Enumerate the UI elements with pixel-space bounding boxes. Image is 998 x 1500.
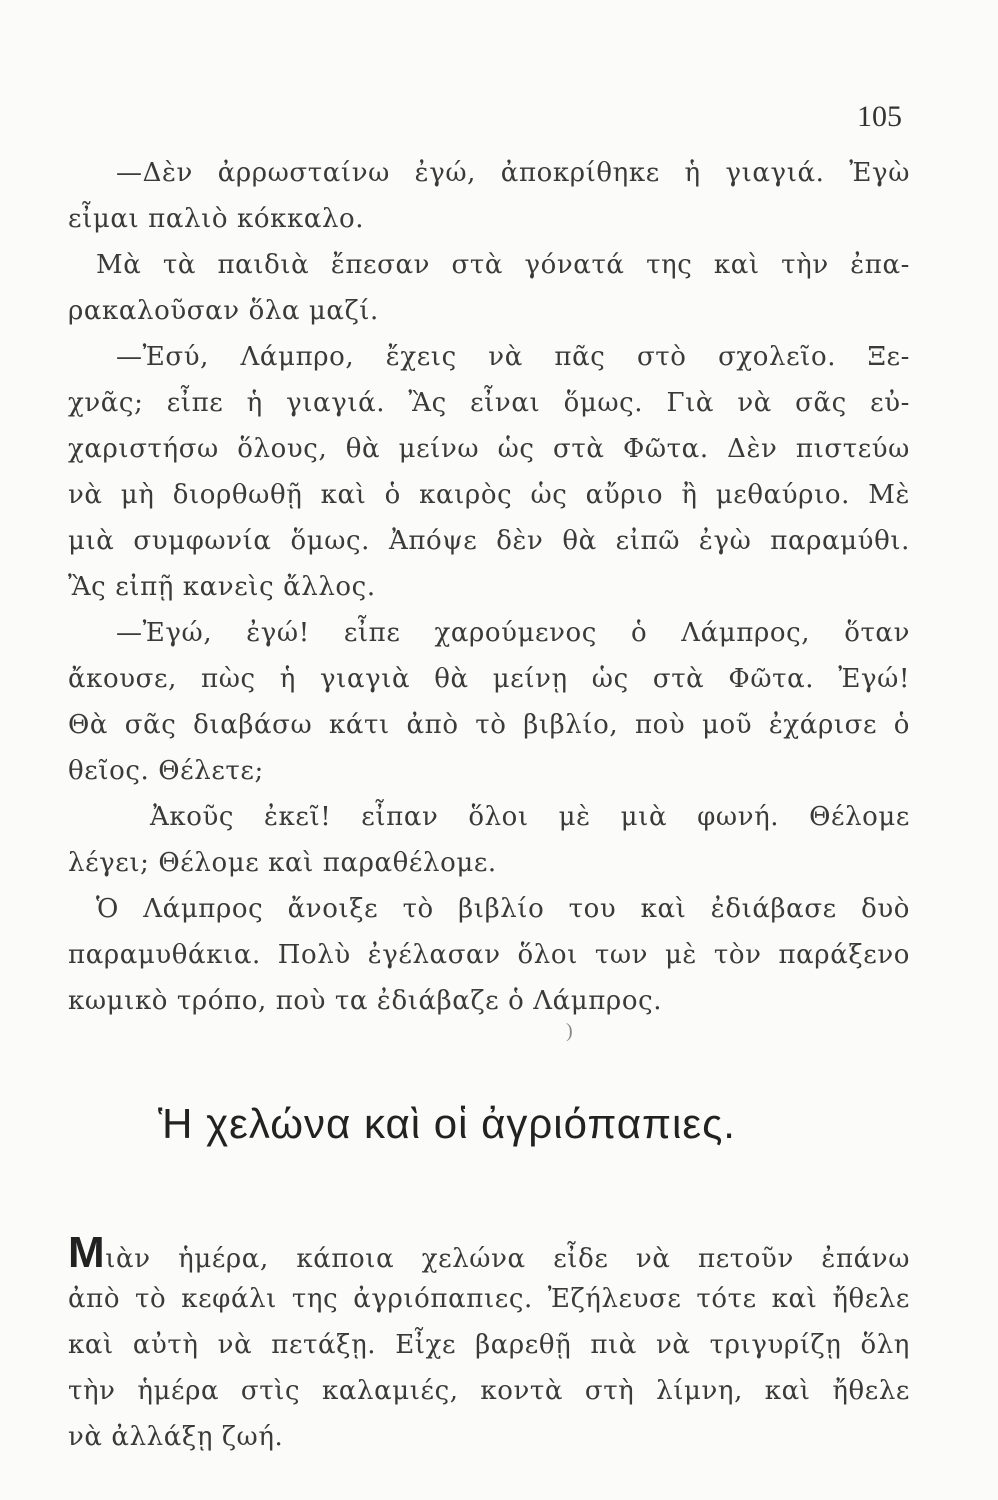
- drop-cap: Μ: [68, 1230, 106, 1276]
- text-line: παραμυθάκια. Πολὺ ἐγέλασαν ὅλοι των μὲ τὸν παράξενο: [68, 940, 910, 970]
- text-line: μιὰ συμφωνία ὅμως. Ἀπόψε δὲν θὰ εἰπῶ ἐγὼ παραμύθι.: [68, 526, 910, 556]
- first-line-text: ιὰν ἡμέρα, κάποια χελώνα εἶδε νὰ πετοῦν ἐπάνω: [105, 1244, 910, 1274]
- text-line: εἶμαι παλιὸ κόκκαλο.: [68, 204, 365, 234]
- page-number: 105: [857, 100, 902, 133]
- text-line: Ἀκοῦς ἐκεῖ! εἶπαν ὅλοι μὲ μιὰ φωνή. Θέλομε: [150, 802, 910, 832]
- text-line: —Δὲν ἀρρωσταίνω ἐγώ, ἀποκρίθηκε ἡ γιαγιά. Ἐγὼ: [116, 158, 910, 188]
- text-line: ἄκουσε, πὼς ἡ γιαγιὰ θὰ μείνῃ ὡς στὰ Φῶτα. Ἐγώ!: [68, 664, 910, 694]
- text-line: καὶ αὐτὴ νὰ πετάξῃ. Εἶχε βαρεθῇ πιὰ νὰ τριγυρίζῃ ὅλη: [68, 1330, 910, 1360]
- text-line: χαριστήσω ὅλους, θὰ μείνω ὡς στὰ Φῶτα. Δὲν πιστεύω: [68, 434, 910, 464]
- text-line: τὴν ἡμέρα στὶς καλαμιές, κοντὰ στὴ λίμνη, καὶ ἤθελε: [68, 1376, 910, 1406]
- separator-mark: ): [566, 1020, 573, 1042]
- text-line: χνᾶς; εἶπε ἡ γιαγιά. Ἂς εἶναι ὅμως. Γιὰ νὰ σᾶς εὐ-: [68, 388, 910, 418]
- text-line: Θὰ σᾶς διαβάσω κάτι ἀπὸ τὸ βιβλίο, ποὺ μοῦ ἐχάρισε ὁ: [68, 710, 910, 740]
- story-title: Ἡ χελώνα καὶ οἱ ἀγριόπαπιες.: [158, 1100, 736, 1147]
- text-line: θεῖος. Θέλετε;: [68, 756, 264, 786]
- text-line: λέγει; Θέλομε καὶ παραθέλομε.: [68, 848, 497, 878]
- story-text-section: [68, 1230, 910, 1460]
- text-line: κωμικὸ τρόπο, ποὺ τα ἐδιάβαζε ὁ Λάμπρος.: [68, 986, 663, 1016]
- text-line: —Ἐγώ, ἐγώ! εἶπε χαρούμενος ὁ Λάμπρος, ὅταν: [116, 618, 910, 648]
- text-line: νὰ μὴ διορθωθῇ καὶ ὁ καιρὸς ὡς αὔριο ἢ μεθαύριο. Μὲ: [68, 480, 910, 510]
- text-line: Ἂς εἰπῇ κανεὶς ἄλλος.: [68, 572, 376, 602]
- text-line: —Ἐσύ, Λάμπρο, ἔχεις νὰ πᾶς στὸ σχολεῖο. Ξε-: [116, 342, 910, 372]
- text-line: Μὰ τὰ παιδιὰ ἔπεσαν στὰ γόνατά της καὶ τὴν ἐπα-: [96, 250, 910, 280]
- text-line: Ὁ Λάμπρος ἄνοιξε τὸ βιβλίο του καὶ ἐδιάβασε δυὸ: [96, 894, 910, 924]
- text-line: ρακαλοῦσαν ὅλα μαζί.: [68, 296, 379, 326]
- text-line: νὰ ἀλλάξῃ ζωή.: [68, 1422, 284, 1452]
- text-line: ἀπὸ τὸ κεφάλι της ἀγριόπαπιες. Ἐζήλευσε τότε καὶ ἤθελε: [68, 1284, 910, 1314]
- body-text-section: [68, 150, 910, 1024]
- story-first-line: [68, 1230, 910, 1276]
